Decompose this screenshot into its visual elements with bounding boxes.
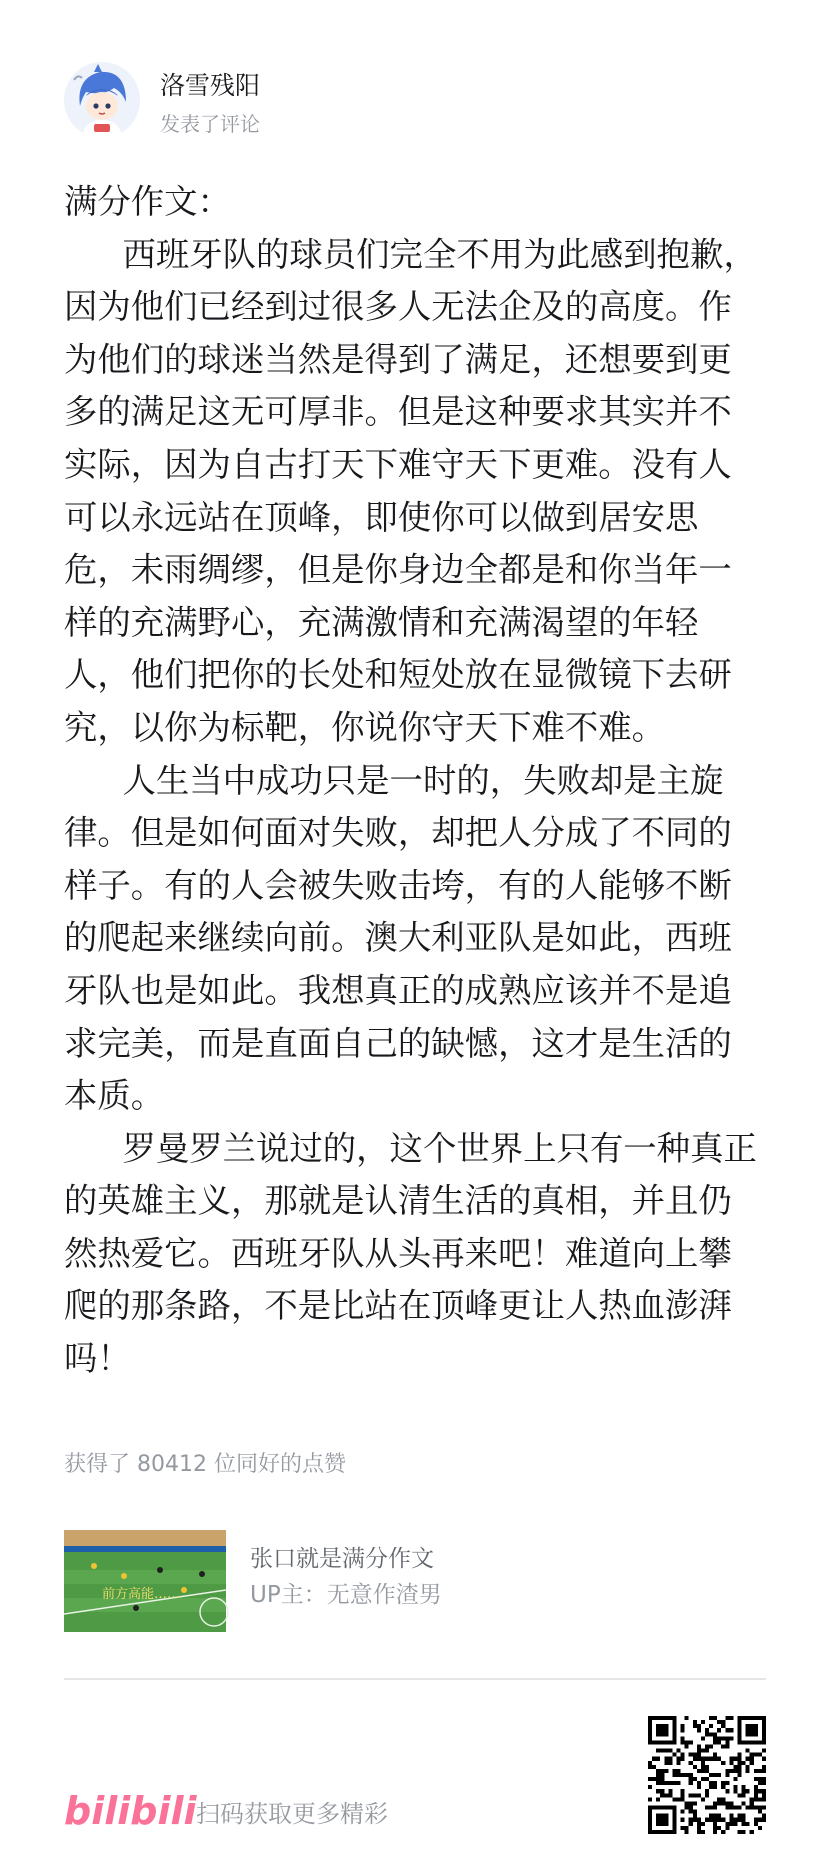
comment-paragraph: 人生当中成功只是一时的，失败却是主旋律。但是如何面对失败，却把人分成了不同的样子。有的人会被失败击垮，有的人能够不断的爬起来继续向前。澳大利亚队是如此，西班牙队也是如此。我想真正的成熟应该并不是追求完美，而是直面自己的缺憾，这才是生活的本质。 <box>64 760 732 1116</box>
video-thumbnail[interactable] <box>64 1530 226 1632</box>
bilibili-logo <box>64 1784 197 1836</box>
comment-action-label: 发表了评论 <box>160 112 260 136</box>
comment-paragraph: 罗曼罗兰说过的，这个世界上只有一种真正的英雄主义，那就是认清生活的真相，并且仍然热爱它。西班牙队从头再来吧！难道向上攀爬的那条路，不是比站在顶峰更让人热血澎湃吗！ <box>64 1128 757 1379</box>
comment-body <box>64 176 764 1386</box>
likes-count: 获得了 80412 位同好的点赞 <box>64 1452 346 1477</box>
avatar[interactable] <box>64 62 140 138</box>
thumb-caption: 前方高能…… <box>102 1587 181 1602</box>
logo-text: bilibili <box>64 1789 197 1833</box>
video-card[interactable] <box>64 1530 764 1634</box>
comment-paragraph: 西班牙队的球员们完全不用为此感到抱歉，因为他们已经到过很多人无法企及的高度。作为他们的球迷当然是得到了满足，还想要到更多的满足这无可厚非。但是这种要求其实并不实际，因为自古打天下难守天下更难。没有人可以永远站在顶峰，即使你可以做到居安思危，未雨绸缪，但是你身边全都是和你当年一样的充满野心，充满激情和充满渴望的年轻人，他们把你的长处和短处放在显微镜下去研究，以你为标靶，你说你守天下难不难。 <box>64 234 757 747</box>
comment-title: 满分作文： <box>64 182 231 221</box>
scan-prompt: 扫码获取更多精彩 <box>196 1800 388 1828</box>
video-uploader[interactable]: UP主：无意作渣男 <box>250 1582 442 1608</box>
user-name[interactable]: 洛雪残阳 <box>160 71 261 100</box>
comment-header <box>64 60 764 150</box>
qr-code[interactable] <box>648 1716 766 1834</box>
video-title[interactable]: 张口就是满分作文 <box>250 1546 434 1572</box>
divider <box>64 1678 766 1680</box>
